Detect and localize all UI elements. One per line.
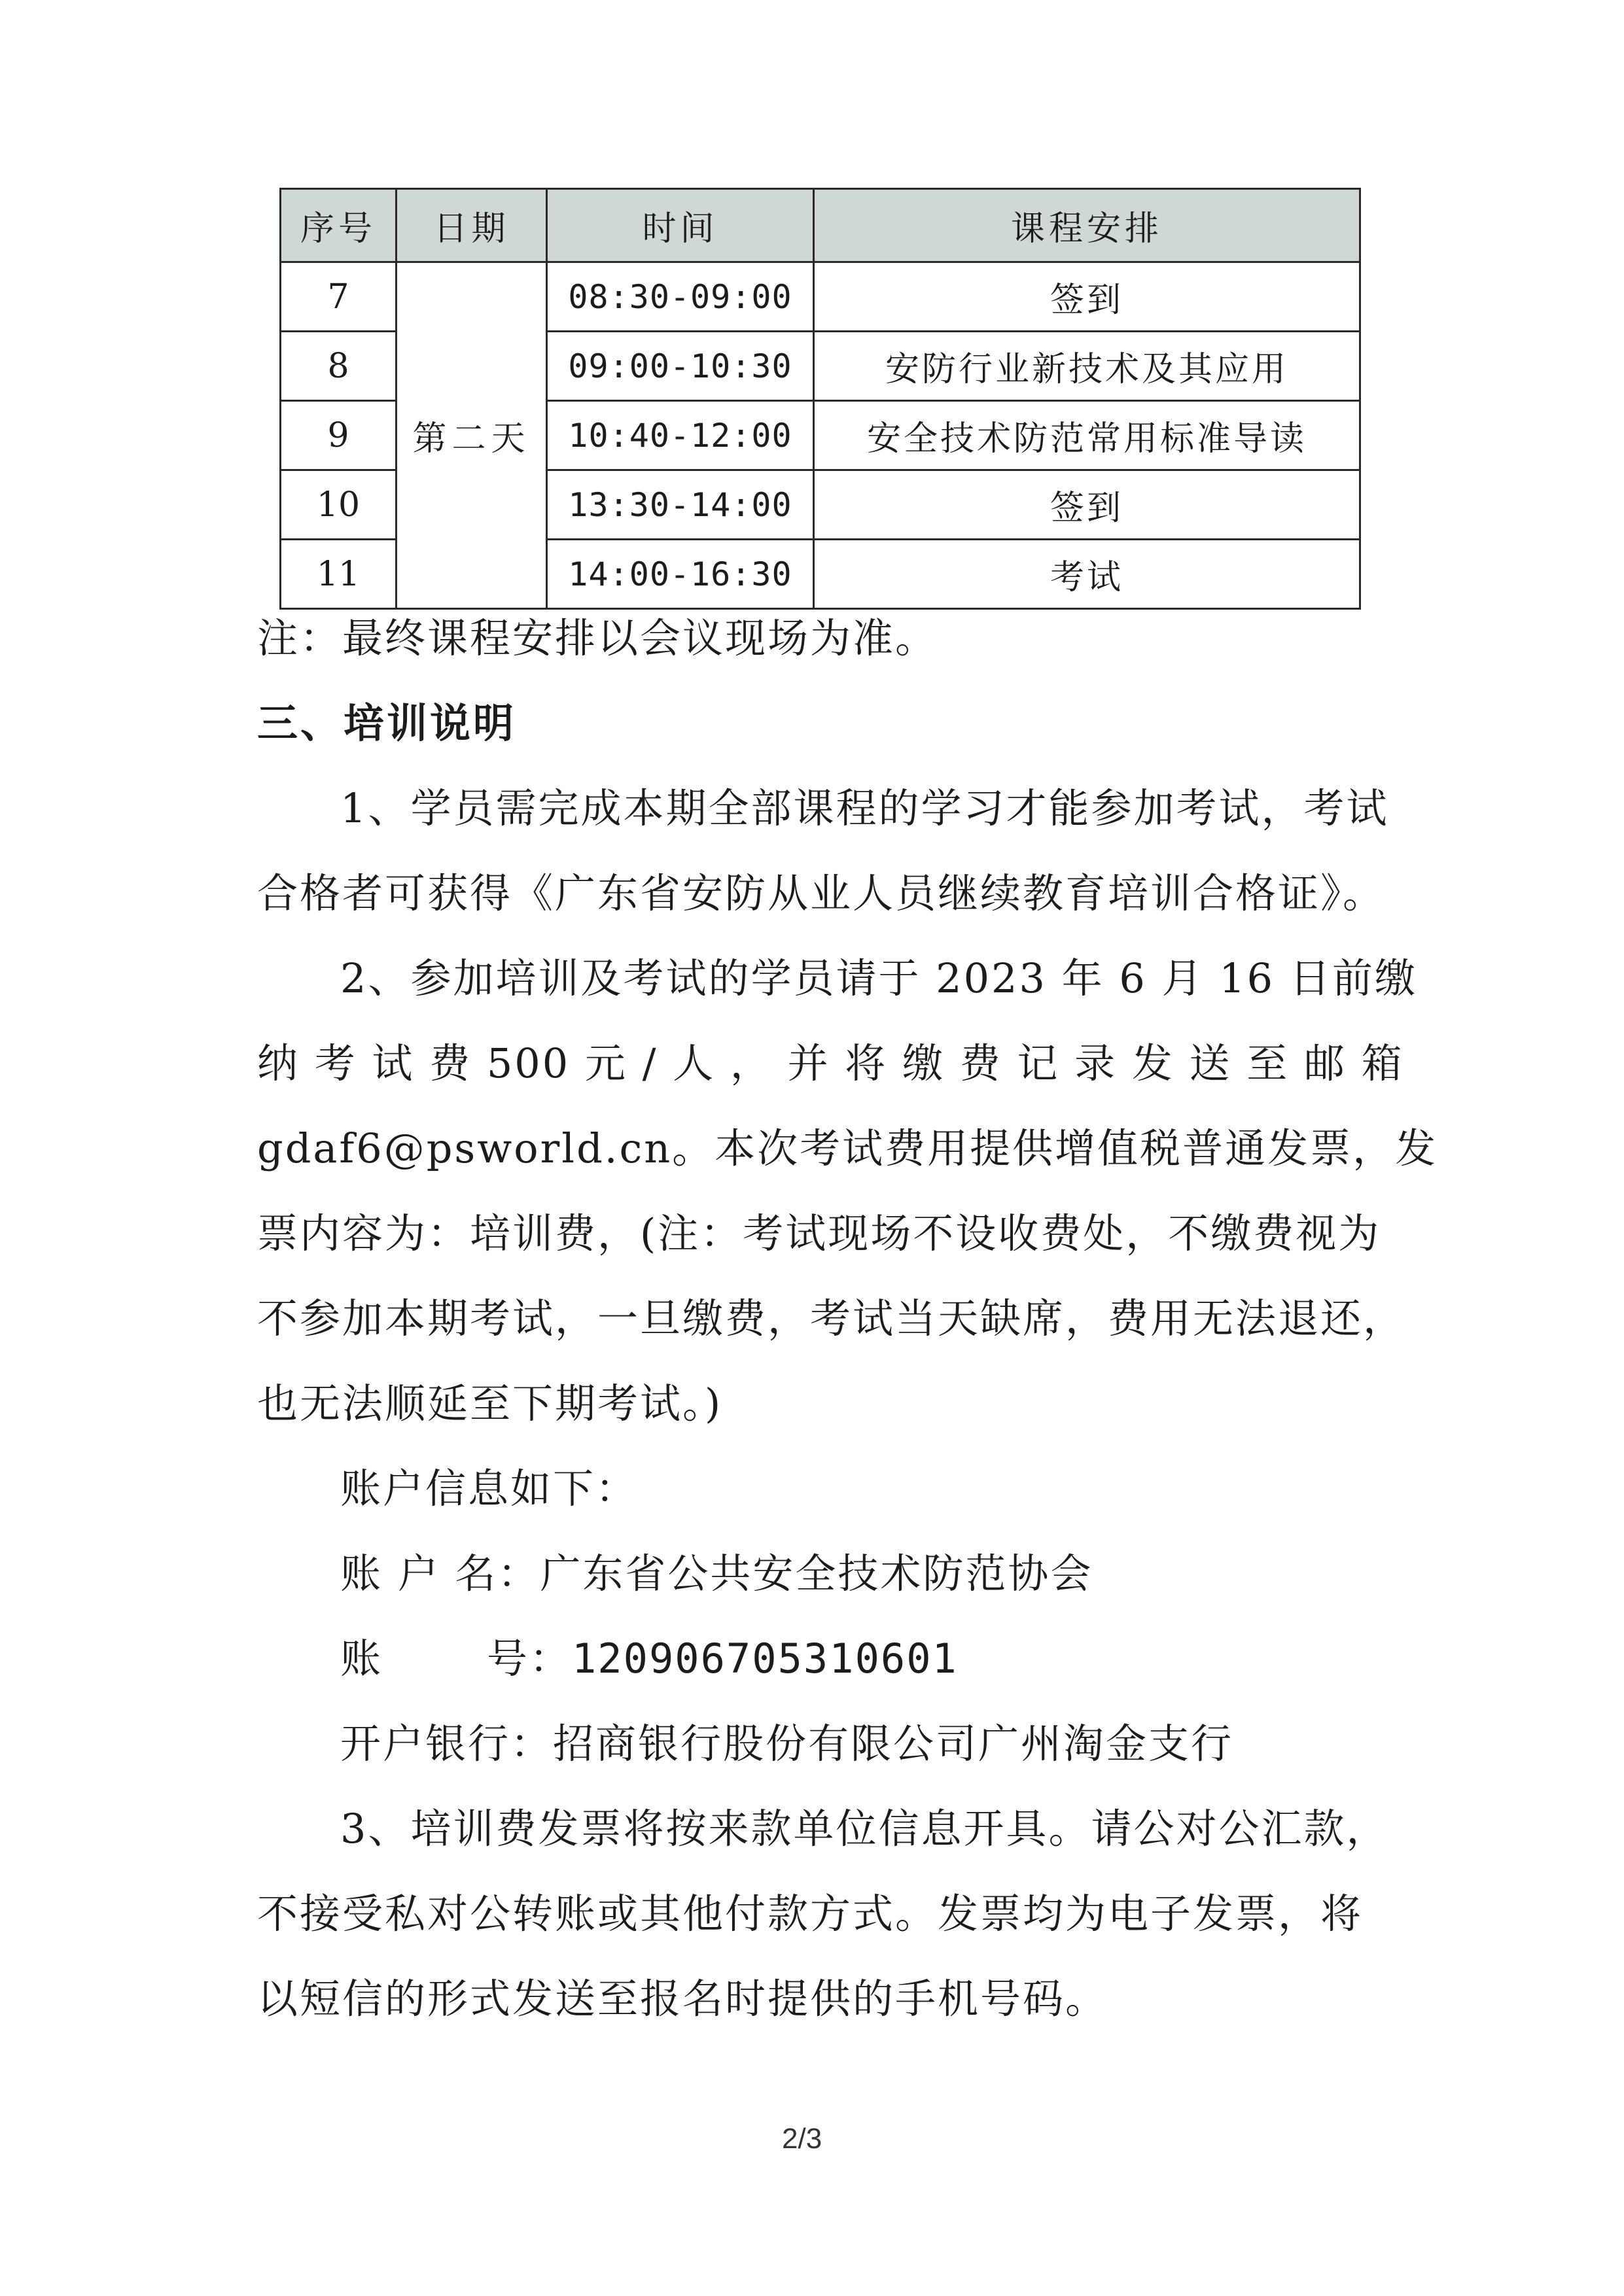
row-time: 10:40-12:00 xyxy=(547,401,814,470)
row-number: 7 xyxy=(281,262,397,332)
account-name-value: 广东省公共安全技术防范协会 xyxy=(540,1550,1093,1597)
account-intro: 账户信息如下： xyxy=(340,1465,639,1512)
account-number-row xyxy=(340,1635,958,1682)
schedule-table xyxy=(279,188,1361,610)
paragraph-2-line-6: 也无法顺延至下期考试。) xyxy=(257,1380,723,1427)
bank-value: 招商银行股份有限公司广州淘金支行 xyxy=(553,1720,1234,1767)
account-name-label: 账 户 名： xyxy=(340,1550,540,1597)
row-course: 安防行业新技术及其应用 xyxy=(814,332,1360,401)
day-cell: 第二天 xyxy=(397,262,547,609)
paragraph-2-line-5: 不参加本期考试，一旦缴费，考试当天缺席，费用无法退还， xyxy=(257,1295,1406,1342)
paragraph-1-line-1: 1、学员需完成本期全部课程的学习才能参加考试，考试 xyxy=(340,784,1389,832)
paragraph-2-line-4: 票内容为：培训费，(注：考试现场不设收费处，不缴费视为 xyxy=(257,1209,1381,1257)
bank-row xyxy=(340,1720,1234,1767)
row-time: 13:30-14:00 xyxy=(547,470,814,540)
paragraph-3-line-3: 以短信的形式发送至报名时提供的手机号码。 xyxy=(257,1975,1108,2023)
table-header-row xyxy=(281,189,1360,262)
header-course: 课程安排 xyxy=(814,189,1360,262)
bank-label: 开户银行： xyxy=(340,1720,554,1767)
paragraph-2-line-3: gdaf6@psworld.cn。本次考试费用提供增值税普通发票，发 xyxy=(257,1124,1438,1172)
paragraph-1-line-2: 合格者可获得《广东省安防从业人员继续教育培训合格证》。 xyxy=(257,869,1386,917)
row-course: 考试 xyxy=(814,540,1360,609)
row-number: 8 xyxy=(281,332,397,401)
row-time: 09:00-10:30 xyxy=(547,332,814,401)
row-time: 14:00-16:30 xyxy=(547,540,814,609)
row-number: 10 xyxy=(281,470,397,540)
header-seq: 序号 xyxy=(281,189,397,262)
paragraph-2-line-2: 纳 考 试 费 500 元 / 人 ， 并 将 缴 费 记 录 发 送 至 邮 箱 xyxy=(257,1039,1404,1087)
section-title-training-notes: 三、培训说明 xyxy=(257,699,517,747)
paragraph-3-line-1: 3、培训费发票将按来款单位信息开具。请公对公汇款， xyxy=(340,1805,1389,1852)
row-course: 安全技术防范常用标准导读 xyxy=(814,401,1360,470)
table-row xyxy=(281,262,1360,332)
paragraph-2-line-1: 2、参加培训及考试的学员请于 2023 年 6 月 16 日前缴 xyxy=(340,954,1417,1002)
row-course: 签到 xyxy=(814,262,1360,332)
header-date: 日期 xyxy=(397,189,547,262)
row-number: 11 xyxy=(281,540,397,609)
account-name-row xyxy=(340,1550,1093,1597)
paragraph-3-line-2: 不接受私对公转账或其他付款方式。发票均为电子发票，将 xyxy=(257,1890,1364,1938)
row-time: 08:30-09:00 xyxy=(547,262,814,332)
header-time: 时间 xyxy=(547,189,814,262)
page-number: 2/3 xyxy=(782,2123,822,2155)
account-number-label: 账 号： xyxy=(340,1635,572,1682)
account-number-value: 120906705310601 xyxy=(571,1635,958,1682)
row-number: 9 xyxy=(281,401,397,470)
row-course: 签到 xyxy=(814,470,1360,540)
schedule-note: 注：最终课程安排以会议现场为准。 xyxy=(257,614,938,662)
